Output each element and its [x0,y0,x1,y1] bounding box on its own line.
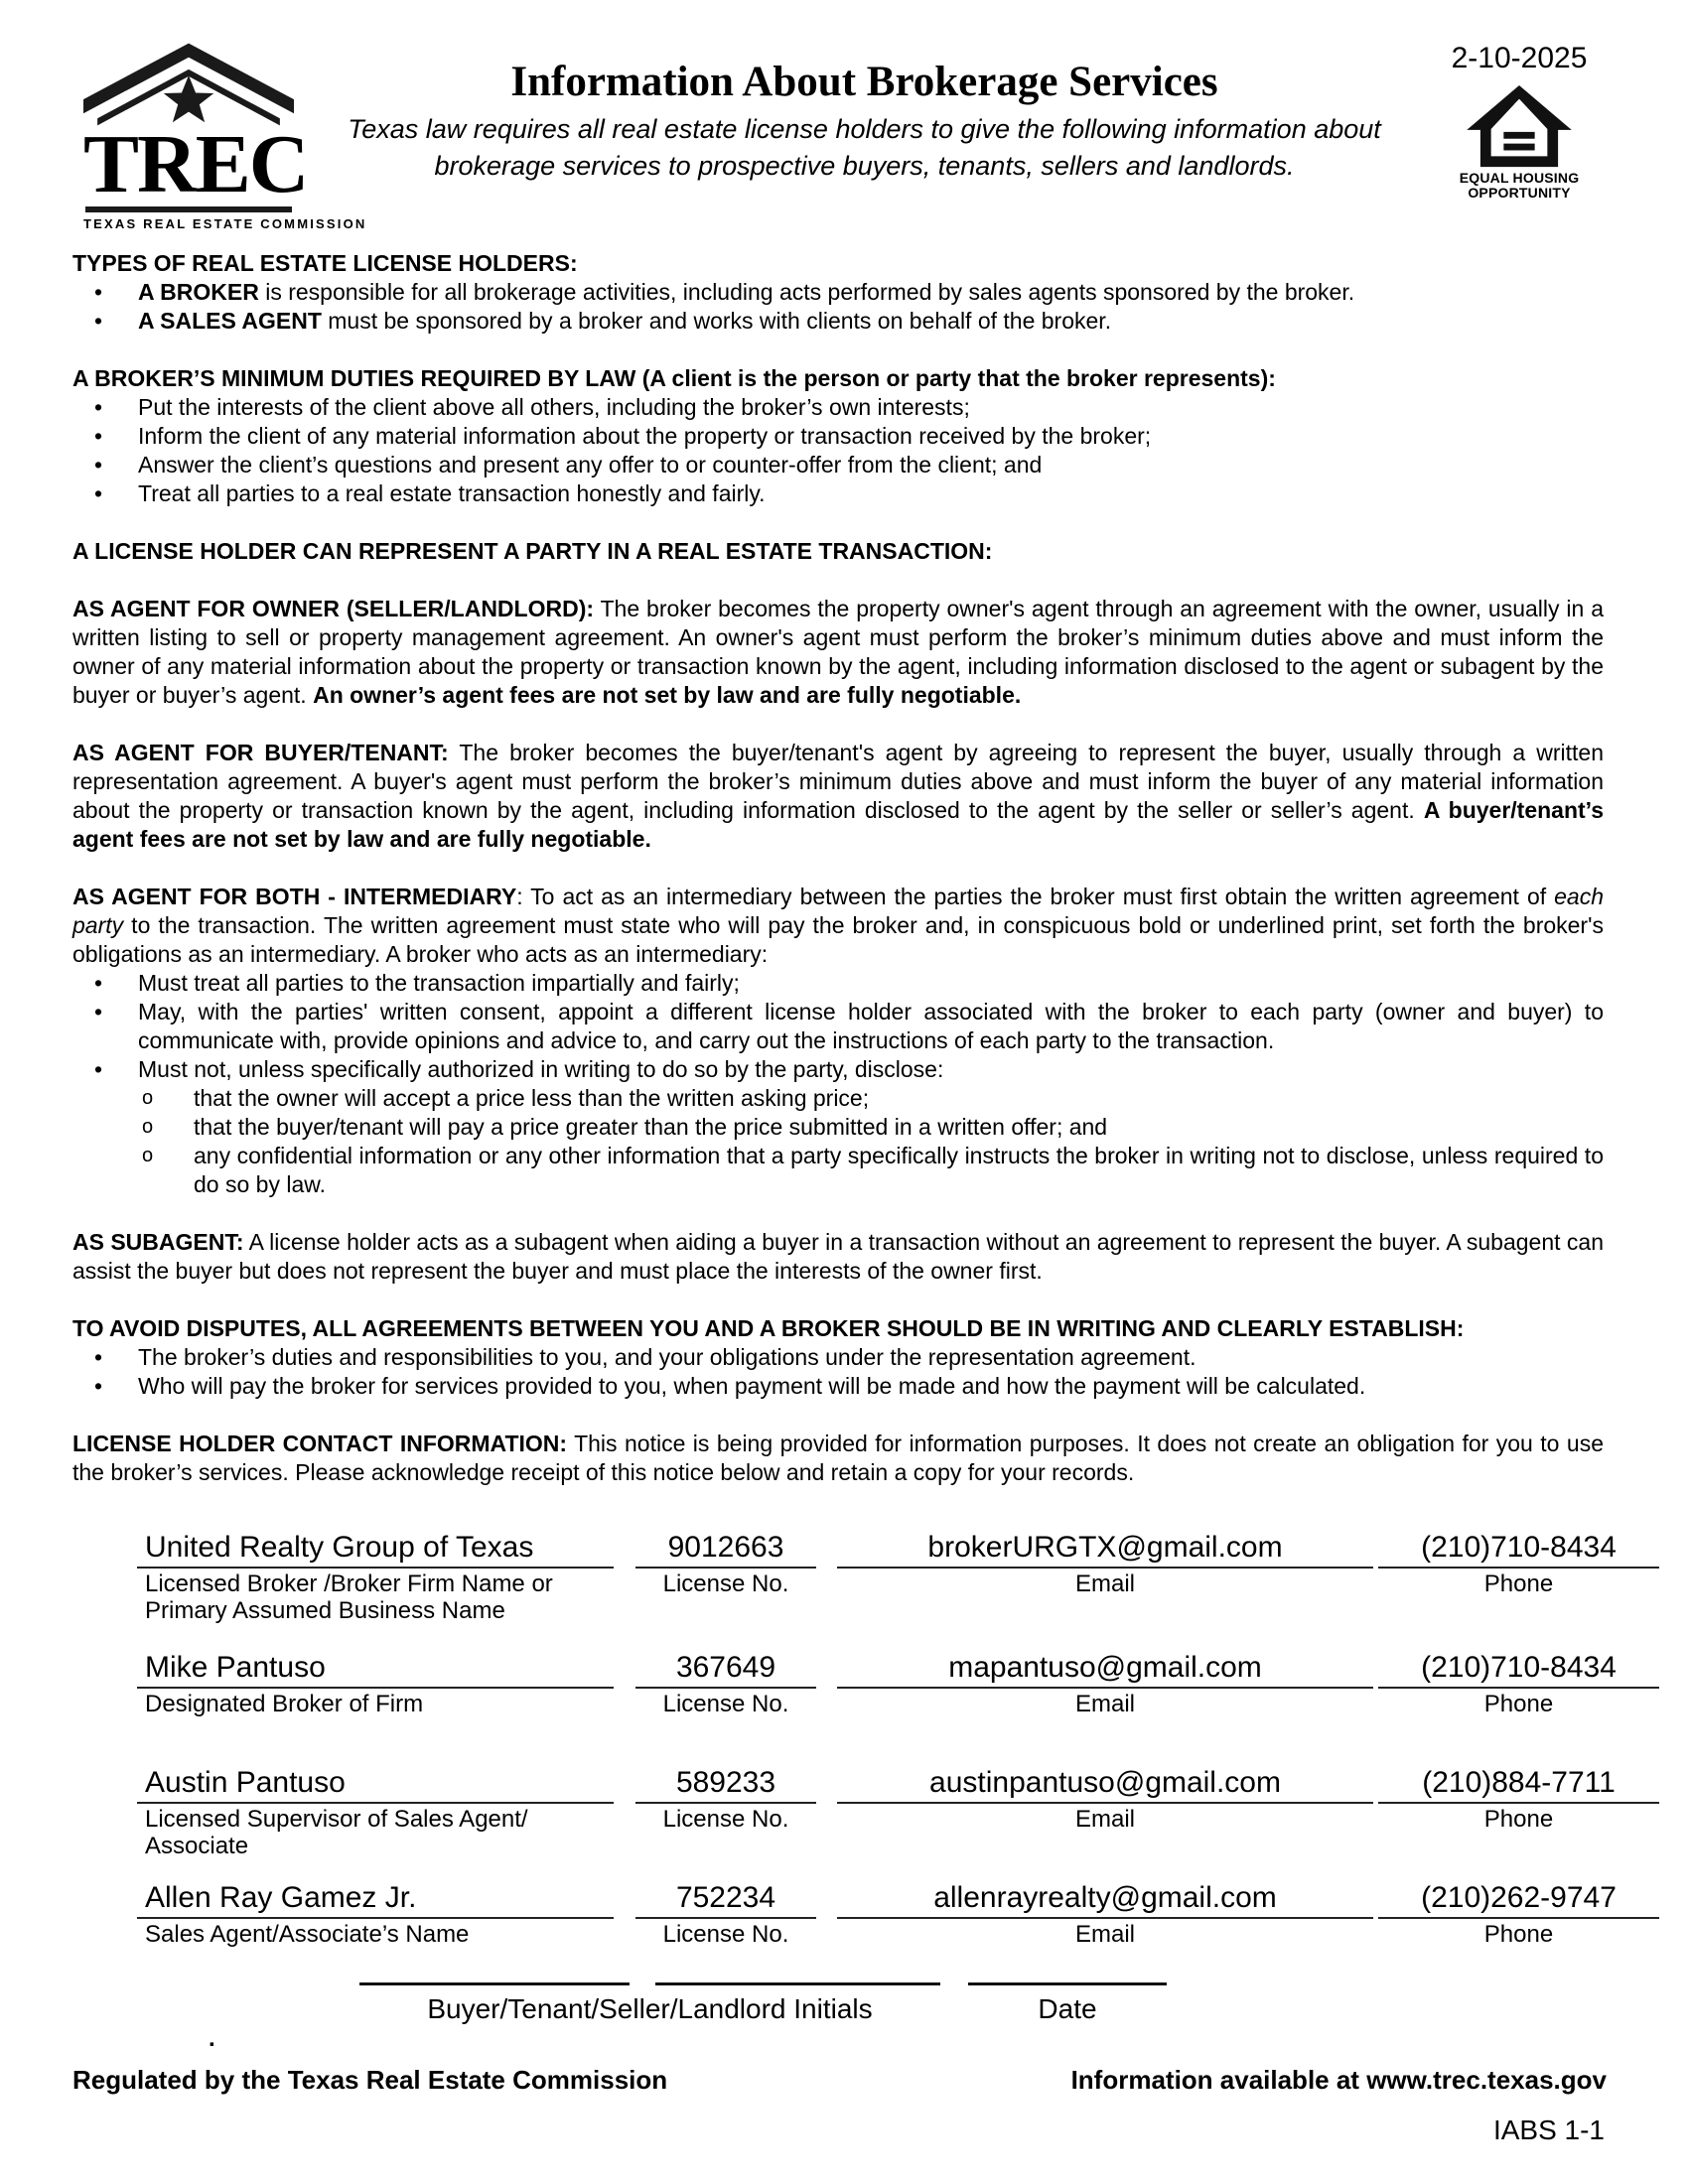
designated-broker-email-field [837,1651,1373,1717]
acknowledgement-area [72,1982,1604,2025]
supervisor-name-value[interactable]: Austin Pantuso [137,1766,614,1804]
bullet-text: Answer the client’s questions and present any offer to or counter-offer from the client; and [138,452,1043,478]
duties-heading: A BROKER’S MINIMUM DUTIES REQUIRED BY LAW (A client is the person or party that the broker represents): [72,365,1276,391]
supervisor-email-field [837,1766,1373,1833]
license-no-label: License No. [662,1570,789,1597]
list-item [72,479,1604,508]
section-avoid-disputes [72,1314,1604,1401]
email-label: Email [1074,1570,1135,1597]
sub-bullet-marker: o [142,1116,154,1138]
license-no-label: License No. [662,1921,789,1948]
sub-bullet-text: that the owner will accept a price less than the written asking price; [194,1085,870,1111]
sub-bullet-marker: o [142,1145,154,1166]
sales-agent-row [137,1881,1617,1948]
section-agent-for-buyer [72,739,1604,854]
bullet-marker: • [94,970,103,996]
license-no-label: License No. [662,1806,789,1833]
owner-paragraph: AS AGENT FOR OWNER (SELLER/LANDLORD): The broker becomes the property owner's agent through an agreement with the owner, usually in a written listing to sell or property management agreement. An owner's agent must perform the broker’s minimum duties above and must inform the owner of any material information about the property or transaction known by the agent, including information disclosed to the agent or subagent by the buyer or buyer’s agent. An owner’s agent fees are not set by law and are fully negotiable. [72,596,1604,708]
bullet-marker: • [94,999,103,1024]
stray-mark: . [209,2025,215,2052]
signature-lines [359,1982,1604,1985]
bullet-marker: • [94,480,103,506]
sales-agent-phone-field [1378,1881,1659,1948]
broker-firm-license-value[interactable]: 9012663 [635,1531,816,1569]
bullet-marker: • [94,1373,103,1399]
contact-info-paragraph: LICENSE HOLDER CONTACT INFORMATION: This notice is being provided for information purposes. It does not create an obligation for you to use the broker’s services. Please acknowledge receipt of this notice below and retain a copy for your records. [72,1431,1604,1485]
supervisor-label: Licensed Supervisor of Sales Agent/ Associate [145,1806,528,1859]
initials-line-1[interactable] [359,1982,630,1985]
bullet-text: A BROKER is responsible for all brokerage activities, including acts performed by sales agents sponsored by the broker. [138,279,1355,305]
sales-agent-license-value[interactable]: 752234 [635,1881,816,1919]
intermediary-paragraph: AS AGENT FOR BOTH - INTERMEDIARY: To act as an intermediary between the parties the broker must first obtain the written agreement of each party to the transaction. The written agreement must state who will pay the broker and, in conspicuous bold or underlined print, set forth the broker's obligations as an intermediary. A broker who acts as an intermediary: [72,884,1604,967]
signature-labels [359,1993,1604,2025]
email-label: Email [1074,1691,1135,1717]
sales-agent-email-value[interactable]: allenrayrealty@gmail.com [837,1881,1373,1919]
section-agent-for-owner [72,595,1604,710]
section-can-represent [72,537,1604,566]
form-code: IABS 1-1 [1492,2115,1605,2145]
form-body [0,231,1688,2025]
equal-housing-logo [1435,83,1604,201]
license-no-label: License No. [662,1691,789,1717]
list-item [72,998,1604,1055]
phone-label: Phone [1483,1691,1554,1717]
sales-agent-license-field [635,1881,816,1948]
equal-housing-text-1: EQUAL HOUSING [1459,170,1580,186]
trec-logo [83,42,367,231]
bullet-marker: • [94,423,103,449]
designated-broker-phone-value[interactable]: (210)710-8434 [1378,1651,1659,1689]
designated-broker-license-field [635,1651,816,1717]
bullet-marker: • [94,394,103,420]
supervisor-license-value[interactable]: 589233 [635,1766,816,1804]
sub-bullet-text: any confidential information or any other information that a party specifically instructs the broker in writing not to disclose, unless required to do so by law. [194,1143,1604,1197]
broker-firm-license-field [635,1531,816,1597]
contact-table [72,1531,1617,1948]
section-license-holder-types [72,249,1604,336]
email-label: Email [1074,1806,1135,1833]
designated-broker-row [137,1651,1617,1717]
form-date: 2-10-2025 [1451,42,1588,74]
subagent-paragraph: AS SUBAGENT: A license holder acts as a subagent when aiding a buyer in a transaction without an agreement to represent the buyer. A subagent can assist the buyer but does not represent the buyer and must place the interests of the owner first. [72,1229,1604,1284]
sales-agent-label: Sales Agent/Associate’s Name [145,1921,470,1948]
list-item [72,278,1604,307]
designated-broker-license-value[interactable]: 367649 [635,1651,816,1689]
header-right [1435,42,1604,231]
designated-broker-email-value[interactable]: mapantuso@gmail.com [837,1651,1373,1689]
phone-label: Phone [1483,1570,1554,1597]
bullet-text: Must treat all parties to the transaction impartially and fairly; [138,970,740,996]
broker-firm-phone-value[interactable]: (210)710-8434 [1378,1531,1659,1569]
section-contact-information [72,1430,1604,1487]
broker-firm-name-field [137,1531,614,1624]
email-label: Email [1074,1921,1135,1948]
footer-regulated-by: Regulated by the Texas Real Estate Commission [72,2065,668,2095]
disputes-heading: TO AVOID DISPUTES, ALL AGREEMENTS BETWEEN YOU AND A BROKER SHOULD BE IN WRITING AND CLEARLY ESTABLISH: [72,1315,1465,1341]
footer-info-available: Information available at www.trec.texas.gov [1070,2065,1607,2095]
types-heading: TYPES OF REAL ESTATE LICENSE HOLDERS: [72,250,578,276]
supervisor-phone-field [1378,1766,1659,1833]
bullet-text: Treat all parties to a real estate transaction honestly and fairly. [138,480,766,506]
initials-label: Buyer/Tenant/Seller/Landlord Initials [427,1993,873,2024]
page-title: Information About Brokerage Services [510,59,1218,105]
buyer-paragraph: AS AGENT FOR BUYER/TENANT: The broker becomes the buyer/tenant's agent by agreeing to represent the buyer, usually through a written representation agreement. A buyer's agent must perform the broker’s minimum duties above and must inform the buyer of any material information about the property or transaction known by the agent, including information disclosed to the agent by the seller or seller’s agent. A buyer/tenant’s agent fees are not set by law and are fully negotiable. [72,740,1605,852]
trec-acronym: TREC [83,118,308,210]
sub-bullet-marker: o [142,1087,154,1109]
list-item [72,969,1604,998]
sub-list-item [72,1084,1604,1113]
sub-list-item [72,1113,1604,1142]
bullet-marker: • [94,1344,103,1370]
header-titles [294,42,1435,231]
sub-bullet-text: that the buyer/tenant will pay a price greater than the price submitted in a written offer; and [194,1114,1108,1140]
sales-agent-phone-value[interactable]: (210)262-9747 [1378,1881,1659,1919]
page-subtitle [294,111,1435,185]
equal-housing-text-2: OPPORTUNITY [1468,185,1571,201]
phone-label: Phone [1483,1921,1554,1948]
designated-broker-name-value[interactable]: Mike Pantuso [137,1651,614,1689]
bullet-marker: • [94,308,103,334]
broker-firm-name-value[interactable]: United Realty Group of Texas [137,1531,614,1569]
section-subagent [72,1228,1604,1286]
represent-heading: A LICENSE HOLDER CAN REPRESENT A PARTY IN A REAL ESTATE TRANSACTION: [72,538,993,564]
broker-firm-name-label: Licensed Broker /Broker Firm Name or Primary Assumed Business Name [145,1570,553,1624]
sales-agent-email-field [837,1881,1373,1948]
list-item [72,307,1604,336]
bullet-text: Who will pay the broker for services provided to you, when payment will be made and how the payment will be calculated. [138,1373,1366,1399]
broker-firm-row [137,1531,1617,1624]
bullet-text: Put the interests of the client above all others, including the broker’s own interests; [138,394,970,420]
bullet-text: Inform the client of any material information about the property or transaction received by the broker; [138,423,1152,449]
supervisor-name-field [137,1766,614,1859]
designated-broker-label: Designated Broker of Firm [145,1691,424,1717]
initials-line-2[interactable] [655,1982,940,1985]
bullet-text: A SALES AGENT must be sponsored by a broker and works with clients on behalf of the broker. [138,308,1112,334]
bullet-text: May, with the parties' written consent, appoint a different license holder associated with the broker to each party (owner and buyer) to communicate with, provide opinions and advice to, and carry out the instructions of each party to the transaction. [138,999,1604,1053]
sub-list-item [72,1142,1604,1199]
sales-agent-name-field [137,1881,614,1948]
subtitle-line-1: Texas law requires all real estate license holders to give the following information about [348,114,1381,144]
date-line[interactable] [968,1982,1167,1985]
supervisor-email-value[interactable]: austinpantuso@gmail.com [837,1766,1373,1804]
designated-broker-phone-field [1378,1651,1659,1717]
bullet-text: The broker’s duties and responsibilities to you, and your obligations under the representation agreement. [138,1344,1196,1370]
supervisor-row [137,1766,1616,1859]
form-header [0,0,1688,231]
supervisor-phone-value[interactable]: (210)884-7711 [1378,1766,1659,1804]
broker-firm-email-value[interactable]: brokerURGTX@gmail.com [837,1531,1373,1569]
date-label: Date [1038,1993,1097,2024]
list-item [72,1055,1604,1084]
equal-housing-house-icon [1461,83,1578,171]
broker-firm-phone-field [1378,1531,1659,1597]
section-intermediary [72,883,1604,1199]
trec-caption: TEXAS REAL ESTATE COMMISSION [83,216,367,231]
subtitle-line-2: brokerage services to prospective buyers, tenants, sellers and landlords. [434,151,1295,181]
bullet-marker: • [94,1056,103,1082]
list-item [72,451,1604,479]
bullet-marker: • [94,452,103,478]
supervisor-license-field [635,1766,816,1833]
list-item [72,393,1604,422]
designated-broker-name-field [137,1651,614,1717]
bullet-marker: • [94,279,103,305]
section-minimum-duties [72,364,1604,508]
list-item [72,1343,1604,1372]
list-item [72,422,1604,451]
sales-agent-name-value[interactable]: Allen Ray Gamez Jr. [137,1881,614,1919]
broker-firm-email-field [837,1531,1373,1597]
list-item [72,1372,1604,1401]
phone-label: Phone [1483,1806,1554,1833]
bullet-text: Must not, unless specifically authorized in writing to do so by the party, disclose: [138,1056,944,1082]
